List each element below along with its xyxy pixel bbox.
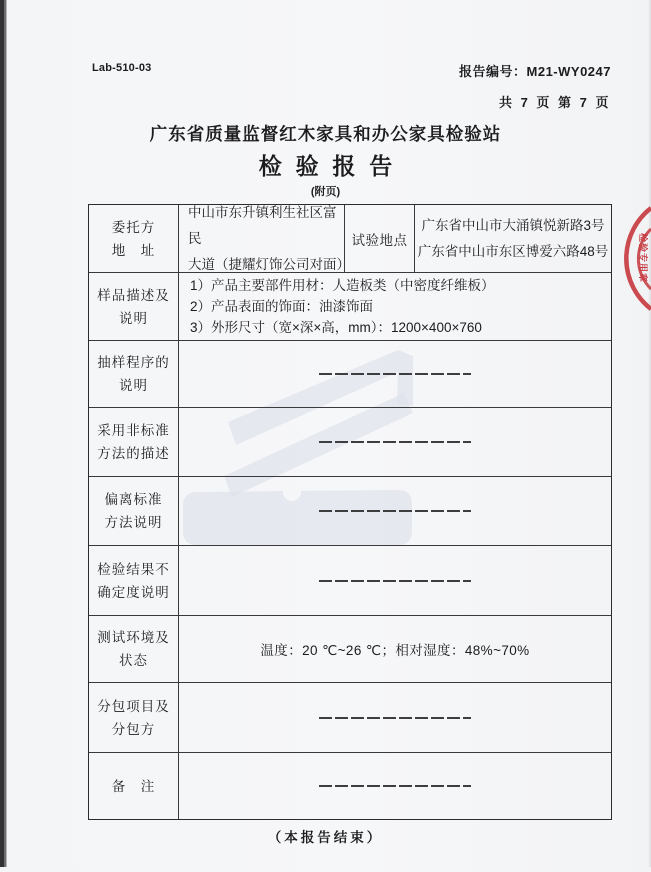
label-line: 状态 — [119, 653, 148, 668]
blank-dash-line — [319, 580, 471, 582]
sampling-procedure-label — [89, 341, 179, 407]
blank-dash-line — [319, 717, 471, 719]
station-title: 广东省质量监督红木家具和办公家具检验站 — [149, 124, 502, 144]
label-line: 分包方 — [111, 721, 156, 737]
result-uncertainty-value — [179, 546, 611, 615]
sample-description-label — [89, 273, 179, 340]
sample-description-value — [179, 273, 611, 340]
test-environment-label — [89, 616, 179, 682]
blank-dash-line — [319, 510, 471, 512]
blank-dash-line — [319, 373, 471, 375]
report-end-note: （本报告结束） — [267, 830, 384, 845]
row-standard-deviation — [89, 477, 611, 546]
label-line: 方法的描述 — [97, 446, 170, 461]
red-seal-fragment — [624, 206, 651, 312]
label-line: 样品描述及 — [97, 287, 170, 303]
blank-dash-line — [319, 441, 471, 443]
remarks-label — [89, 753, 179, 819]
seal-text: 检验专用章 — [638, 232, 648, 284]
subcontract-label — [89, 683, 179, 752]
test-location-label — [345, 205, 415, 272]
row-sample-description — [89, 273, 611, 341]
label-line: 试验地点 — [351, 232, 408, 248]
standard-deviation-label — [89, 477, 179, 545]
label-line: 方法说明 — [104, 515, 163, 530]
row-subcontract — [89, 683, 611, 753]
label-line: 确定度说明 — [97, 584, 170, 600]
location-line: 广东省中山市东区博爱六路48号 — [417, 243, 609, 259]
label-line: 备 注 — [111, 778, 156, 794]
lab-code: Lab-510-03 — [92, 62, 152, 74]
label-line: 委托方 — [111, 219, 156, 235]
test-location-value — [415, 205, 611, 272]
address-line: 中山市东升镇利生社区富民 — [188, 204, 337, 246]
test-environment-value — [179, 616, 611, 682]
label-line: 检验结果不 — [97, 561, 170, 577]
report-number: 报告编号：M21-WY0247 — [459, 64, 611, 79]
label-line: 地 址 — [111, 242, 156, 258]
report-title: 检验报告 — [258, 153, 406, 179]
remarks-value — [179, 753, 611, 819]
row-sampling-procedure — [89, 341, 611, 408]
label-line: 测试环境及 — [97, 630, 170, 645]
consignor-label — [89, 205, 179, 272]
row-nonstandard-method — [89, 408, 611, 477]
row-result-uncertainty — [89, 546, 611, 616]
standard-deviation-value — [179, 477, 611, 545]
location-line: 广东省中山市大涌镇悦新路3号 — [421, 217, 605, 233]
label-line: 偏离标准 — [104, 492, 163, 507]
nonstandard-method-value — [179, 408, 611, 476]
environment-text: 温度：20 ℃~26 ℃；相对湿度：48%~70% — [260, 643, 530, 658]
nonstandard-method-label — [89, 408, 179, 476]
sample-line: 1）产品主要部件用材：人造板类（中密度纤维板） — [190, 278, 495, 293]
label-line: 说明 — [119, 310, 148, 326]
label-line: 说明 — [119, 378, 148, 393]
report-subtitle: (附页) — [310, 186, 341, 198]
address-line: 大道（捷耀灯饰公司对面） — [188, 256, 350, 272]
consignor-address-value — [179, 204, 350, 272]
row-test-environment — [89, 616, 611, 683]
label-line: 分包项目及 — [97, 698, 170, 714]
blank-dash-line — [319, 785, 471, 787]
sample-line: 2）产品表面的饰面：油漆饰面 — [190, 299, 374, 314]
result-uncertainty-label — [89, 546, 179, 615]
label-line: 采用非标准 — [97, 423, 170, 438]
report-table — [88, 204, 612, 820]
sample-line: 3）外形尺寸（宽×深×高，mm）：1200×400×760 — [190, 320, 482, 335]
label-line: 抽样程序的 — [97, 355, 170, 370]
page-count: 共 7 页 第 7 页 — [498, 95, 611, 110]
subcontract-value — [179, 683, 611, 752]
row-remarks — [89, 753, 611, 819]
row-consignor-address — [89, 205, 611, 273]
sampling-procedure-value — [179, 341, 611, 407]
